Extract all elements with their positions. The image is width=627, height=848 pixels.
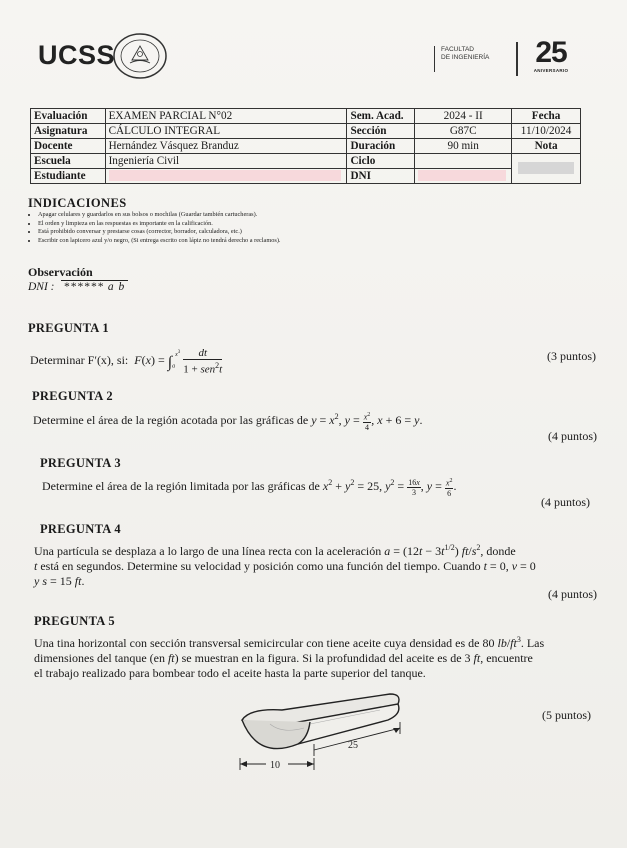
observacion-dni: DNI : ****** a b <box>28 280 128 293</box>
tank-length-label: 25 <box>348 740 358 751</box>
indicaciones-title: INDICACIONES <box>28 196 127 210</box>
indicacion-item: • Está prohibido conversar y prestarse cosas (corrector, borrador, calculadora, etc.) <box>38 228 458 237</box>
question-4-text: Una partícula se desplaza a lo largo de una línea recta con la aceleración $a = (12t - 3t^{1/2})$ $ft/s^2$, donde t está en segundos. Determine su velocidad y posición como una función del tiempo. Cuando t = 0, v = 0 y s = 15 ft. <box>34 543 536 588</box>
student-name-field <box>105 169 347 184</box>
question-4-points: (4 puntos) <box>548 587 597 601</box>
question-5-title: PREGUNTA 5 <box>34 614 115 628</box>
header-separator <box>516 42 518 76</box>
indicaciones-list <box>28 211 458 245</box>
faculty-label: FACULTAD DE INGENIERÍA <box>434 46 514 72</box>
indicacion-item: • El orden y limpieza en las respuestas es importante en la calificación. <box>38 220 458 229</box>
question-3-points: (4 puntos) <box>541 495 590 509</box>
question-2-title: PREGUNTA 2 <box>32 389 113 403</box>
question-4-title: PREGUNTA 4 <box>40 522 121 536</box>
university-seal-icon <box>112 32 168 80</box>
redacted-student-name <box>109 170 341 181</box>
redacted-grade <box>518 162 574 174</box>
dni-field <box>415 169 512 184</box>
question-1-text: Determinar F′(x), si: $F(x) = \int_a^{x^3}$ $\frac{dt}{1 + sen^2t}$ <box>30 346 223 376</box>
semicircular-tank-figure <box>230 688 410 778</box>
question-3-text: Determine el área de la región limitada por las gráficas de $x^2 + y^2 = 25$, $y^2$ = $\frac{16x}{3}$ , y = $\frac{x^2}{6}$ . <box>42 477 457 498</box>
question-5-text: Una tina horizontal con sección transversal semicircular con tiene aceite cuya densidad es de 80 $lb/ft^3$. Las dimensiones del tanque (en ft) se muestran en la figura. Si la profundidad del aceite es de 3 ft, encuentre el trabajo realizado para bombear todo el aceite hasta la parte superior del tanque. <box>34 635 545 680</box>
question-5-points: (5 puntos) <box>542 708 591 722</box>
integrand-fraction: $\frac{dt}{1 + sen^2t}$ <box>183 346 223 376</box>
question-2-points: (4 puntos) <box>548 429 597 443</box>
indicacion-item: • Apagar celulares y guardarlos en sus bolsos o mochilas (Guardar también cartucheras). <box>38 211 458 220</box>
tank-width-label: 10 <box>270 760 280 771</box>
grade-box <box>512 154 581 184</box>
question-3-title: PREGUNTA 3 <box>40 456 121 470</box>
redacted-dni <box>418 170 506 181</box>
question-2-text: Determine el área de la región acotada por las gráficas de $y = x^2$, y = $\frac{x^2}{4}$ , x + 6 = y. <box>33 411 423 432</box>
question-1-points: (3 puntos) <box>547 349 596 363</box>
anniversary-logo: 25 ANIVERSARIO <box>533 36 569 73</box>
exam-info-table: Evaluación EXAMEN PARCIAL N°02 Sem. Acad. 2024 - II Fecha Asignatura CÁLCULO INTEGRAL Sección G87C 11/10/2024 Docente Hernández Vásquez Branduz Duración 90 min Nota Escuela Ingeniería Civil Ciclo Estudiante DNI <box>30 108 581 184</box>
question-1-title: PREGUNTA 1 <box>28 321 109 335</box>
observacion-title: Observación <box>28 265 93 279</box>
indicacion-item: • Escribir con lapicero azul y/o negro, (Si entrega escrito con lápiz no tendrá derecho a reclamos). <box>38 237 458 246</box>
ucss-logo: UCSS <box>38 40 116 70</box>
